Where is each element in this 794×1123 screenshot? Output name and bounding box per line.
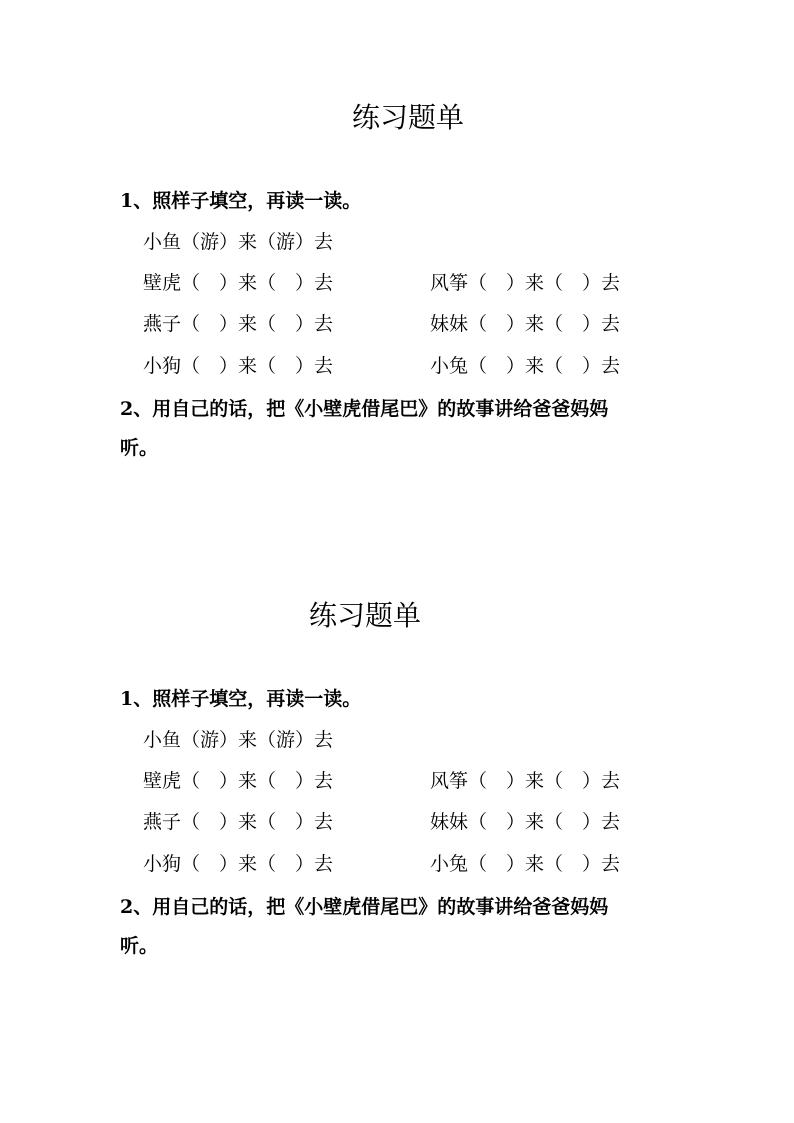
fill-blank-item: 小兔（ ）来（ ）去: [430, 355, 621, 377]
question-2-prompt: 2、用自己的话，把《小壁虎借尾巴》的故事讲给爸爸妈妈: [120, 398, 609, 420]
question-2-prompt-continued: 听。: [120, 935, 159, 957]
fill-blank-item: 壁虎（ ）来（ ）去: [143, 272, 334, 294]
fill-blank-item: 妹妹（ ）来（ ）去: [430, 811, 621, 833]
fill-blank-item: 风筝（ ）来（ ）去: [430, 272, 621, 294]
fill-blank-item: 燕子（ ）来（ ）去: [143, 313, 334, 335]
question-2-prompt: 2、用自己的话，把《小壁虎借尾巴》的故事讲给爸爸妈妈: [120, 896, 609, 918]
fill-blank-item: 妹妹（ ）来（ ）去: [430, 313, 621, 335]
fill-blank-item: 壁虎（ ）来（ ）去: [143, 770, 334, 792]
example-phrase: 小鱼（游）来（游）去: [143, 231, 334, 253]
question-1-prompt: 1、照样子填空，再读一读。: [120, 190, 362, 212]
fill-blank-item: 燕子（ ）来（ ）去: [143, 811, 334, 833]
worksheet-title: 练习题单: [309, 599, 422, 632]
fill-blank-item: 小狗（ ）来（ ）去: [143, 853, 334, 875]
worksheet-title: 练习题单: [352, 101, 465, 134]
fill-blank-item: 风筝（ ）来（ ）去: [430, 770, 621, 792]
fill-blank-item: 小兔（ ）来（ ）去: [430, 853, 621, 875]
question-1-prompt: 1、照样子填空，再读一读。: [120, 688, 362, 710]
example-phrase: 小鱼（游）来（游）去: [143, 729, 334, 751]
fill-blank-item: 小狗（ ）来（ ）去: [143, 355, 334, 377]
question-2-prompt-continued: 听。: [120, 437, 159, 459]
